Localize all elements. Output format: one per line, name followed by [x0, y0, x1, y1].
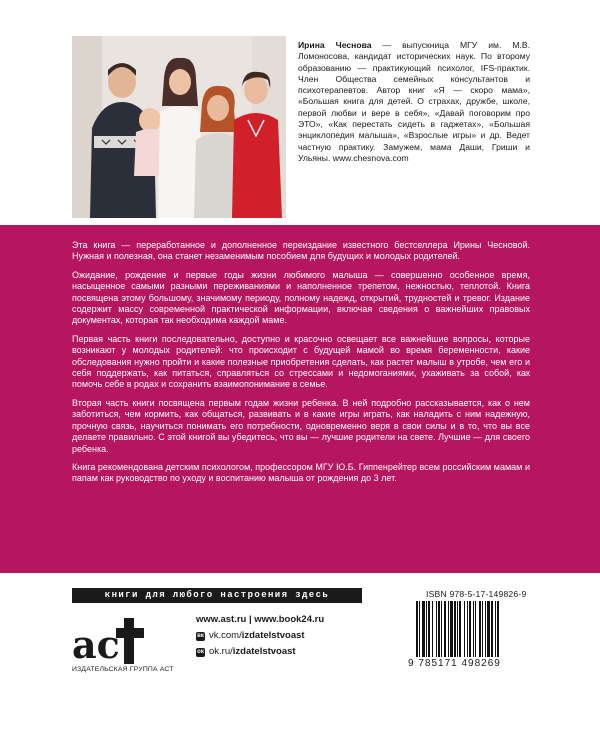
vk-icon: вк — [197, 632, 204, 639]
barcode-digits: 9 785171 498269 — [408, 658, 501, 669]
barcode-bar — [485, 601, 486, 657]
barcode-bar — [487, 601, 490, 657]
barcode — [414, 601, 530, 657]
barcode-bar — [428, 601, 430, 657]
barcode-bar — [426, 601, 427, 657]
description-paragraph: Эта книга — переработанное и дополненное переиздание известного бестселлера Ирины Чесновой. Нужная и полезная, она станет незаменимым пособием для будущих и молодых родителей. — [72, 240, 530, 262]
ok-handle: izdatelstvoast — [232, 646, 296, 657]
ast-logo-icon — [72, 608, 162, 668]
author-bio — [298, 40, 530, 164]
vk-link[interactable] — [196, 628, 324, 644]
barcode-bar — [467, 601, 468, 657]
barcode-bar — [448, 601, 449, 657]
description-paragraph: Ожидание, рождение и первые годы жизни любимого малыша — совершенно особенное время, насыщенное самыми разными переживаниями и наполненное трепетом, нежностью, теплотой. Книга посвящена этому большому, значимому периоду, полному надежд, открытий, трудностей и тревог. Издание содержит массу современной практической информации, включая сведения о важнейших правовых документах, которая так необходима каждой маме. — [72, 269, 530, 326]
ok-prefix: ok.ru/ — [209, 646, 233, 657]
publisher-links — [196, 612, 324, 660]
barcode-bar — [436, 601, 437, 657]
description-paragraph: Первая часть книги последовательно, доступно и красочно освещает все важнейшие вопросы, которые возникают у молодых родителей: что происходит с будущей мамой во время беременности, какие обследования нужно пройти и какие полезные приобретения сделать, как растет малыш в утробе, чем его и себя поддержать, как питаться, справляться со стрессами и недомоганиями, ухаживать за собой, как помочь себе в родах и сохранить взаимопонимание в семье. — [72, 333, 530, 390]
barcode-bar — [441, 601, 442, 657]
barcode-bar — [475, 601, 476, 657]
barcode-bar — [419, 601, 420, 657]
barcode-bar — [469, 601, 471, 657]
barcode-bar — [438, 601, 440, 657]
barcode-bar — [422, 601, 425, 657]
barcode-bar — [459, 601, 461, 657]
author-bio-text: — выпускница МГУ им. М.В. Ломоносова, кандидат исторических наук. По второму образованию — практикующий психолог, IFS-практик. Член Общества семейных консультантов и психотерапевтов. Автор книг «Я — скоро мама», «Большая книга для детей. О страхах, дружбе, школе, первой любви и вере в себя», «Давай поговорим про ЭТО», «Как перестать сидеть в гаджетах», «Большая энциклопедия малыша», «Взрослые игры» и др. Ведет частную практику. Замужем, мама Даши, Гриши и Ульяны. — [298, 40, 530, 163]
publisher-sites-link[interactable]: www.ast.ru | www.book24.ru — [196, 614, 325, 625]
isbn-label: ISBN 978-5-17-149826-9 — [426, 589, 527, 599]
barcode-bar — [444, 601, 446, 657]
vk-handle: izdatelstvoast — [241, 630, 305, 641]
svg-text:ас: ас — [72, 622, 120, 667]
barcode-bar — [495, 601, 496, 657]
barcode-bar — [457, 601, 458, 657]
barcode-bar — [497, 601, 499, 657]
barcode-bar — [464, 601, 465, 657]
barcode-bar — [473, 601, 474, 657]
barcode-bar — [416, 601, 418, 657]
publisher-caption: ИЗДАТЕЛЬСКАЯ ГРУППА АСТ — [72, 666, 174, 673]
ok-link[interactable] — [196, 644, 324, 660]
barcode-bar — [432, 601, 433, 657]
vk-prefix: vk.com/ — [209, 630, 242, 641]
barcode-bar — [450, 601, 453, 657]
author-name: Ирина Чеснова — [298, 40, 372, 50]
ok-icon: ок — [197, 648, 204, 655]
description-paragraph: Книга рекомендована детским психологом, профессором МГУ Ю.Б. Гиппенрейтер всем российским мамам и папам как руководство по уходу и воспитанию малыша от рождения до 3 лет. — [72, 461, 530, 484]
barcode-bar — [479, 601, 481, 657]
description-text — [72, 240, 530, 492]
barcode-bar — [454, 601, 456, 657]
description-paragraph: Вторая часть книги посвящена первым годам жизни ребенка. В ней подробно рассказывается, как о нем заботиться, чем кормить, как общаться, развивать и в какие игры играть, как наладить с ним надежную, прочную связь, научиться понимать его потребности, одновременно веря в свои силы и в то, что вы все делаете правильно. С этой книгой вы убедитесь, что вы — лучшие родители на свете. Лучшие — для своего ребенка. — [72, 397, 530, 454]
barcode-bar — [491, 601, 493, 657]
family-photo — [72, 36, 286, 218]
barcode-bar — [482, 601, 483, 657]
author-website[interactable]: www.chesnova.com — [332, 152, 409, 163]
tagline-banner: книги для любого настроения здесь — [72, 588, 362, 603]
